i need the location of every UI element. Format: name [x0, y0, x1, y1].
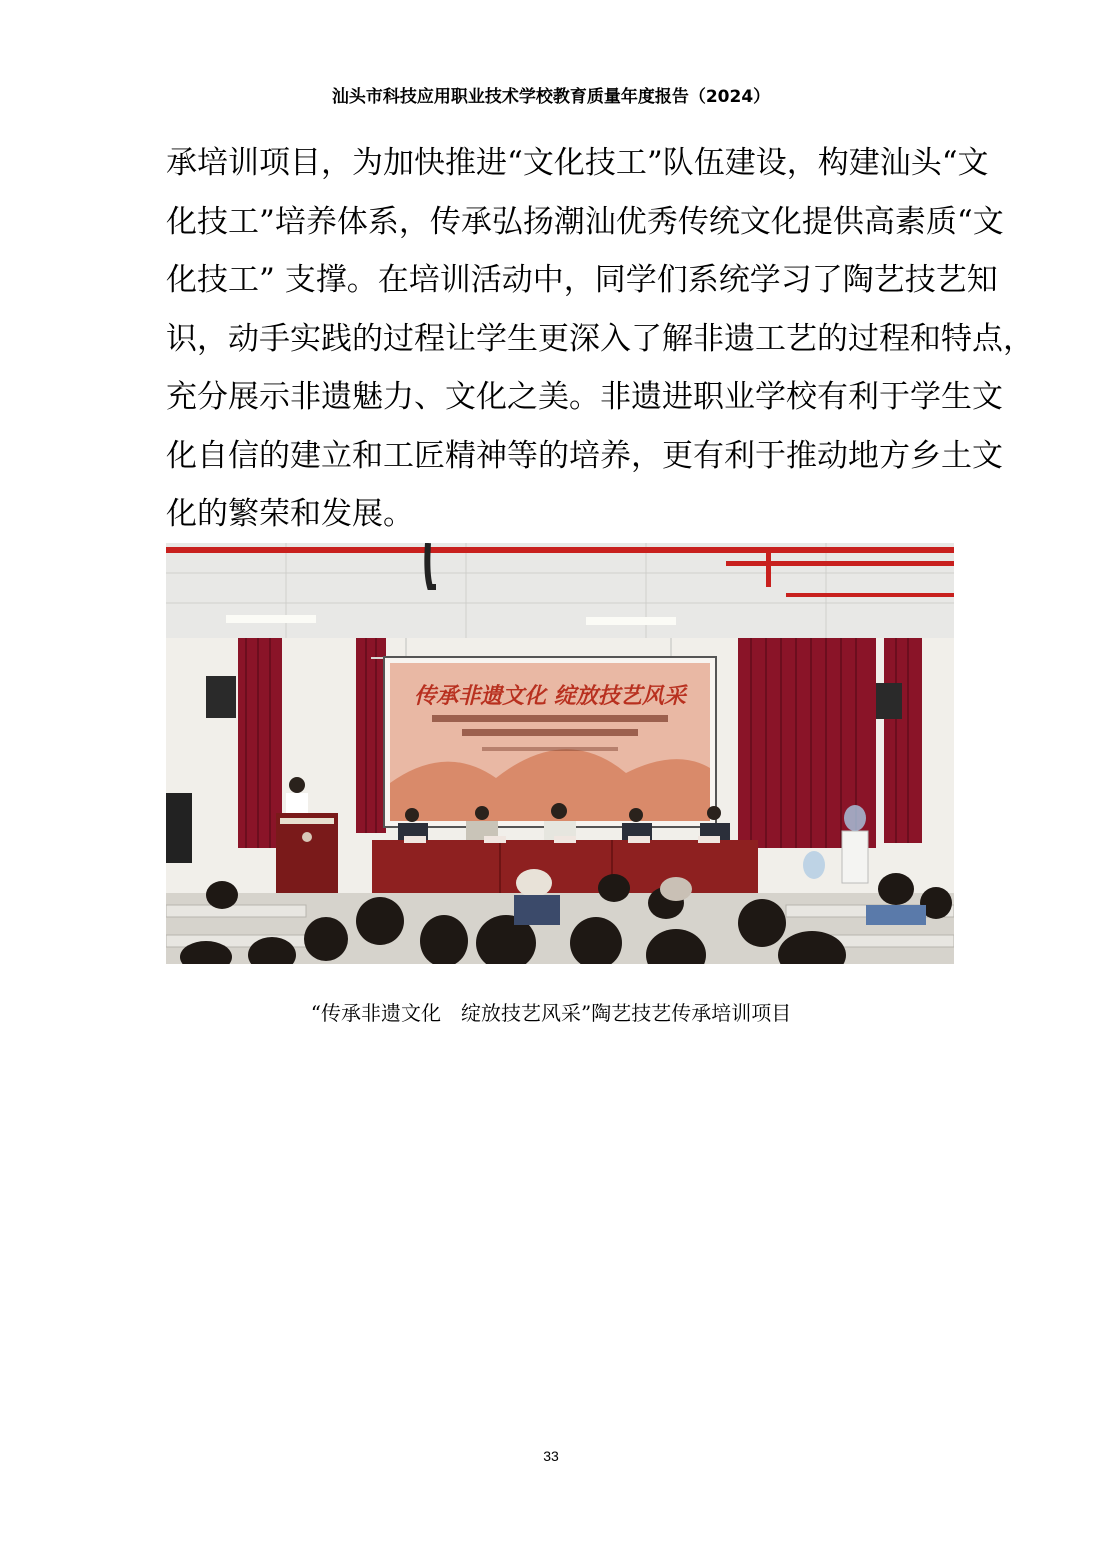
paragraph-line: 识，动手实践的过程让学生更深入了解非遗工艺的过程和特点， — [166, 320, 1034, 357]
page-number: 33 — [543, 1448, 559, 1464]
paragraph-line: 化自信的建立和工匠精神等的培养，更有利于推动地方乡土文 — [166, 437, 1003, 474]
photo-caption: “传承非遗文化 绽放技艺风采”陶艺技艺传承培训项目 — [310, 1001, 792, 1025]
paragraph-line: 充分展示非遗魅力、文化之美。非遗进职业学校有利于学生文 — [166, 379, 1003, 415]
page-header: 汕头市科技应用职业技术学校教育质量年度报告（2024） — [331, 87, 771, 107]
screen-banner-title: 传承非遗文化 绽放技艺风采 — [414, 683, 686, 709]
body-paragraph — [166, 134, 1034, 544]
paragraph-line: 承培训项目，为加快推进“文化技工”队伍建设，构建汕头“文 — [166, 145, 989, 181]
paragraph-line: 化技工” 支撑。在培训活动中，同学们系统学习了陶艺技艺知 — [166, 262, 998, 298]
event-photo — [166, 543, 954, 964]
event-photo-illustration — [166, 543, 954, 964]
paragraph-line: 化技工”培养体系，传承弘扬潮汕优秀传统文化提供高素质“文 — [166, 203, 1004, 240]
paragraph-line: 化的繁荣和发展。 — [166, 496, 414, 532]
